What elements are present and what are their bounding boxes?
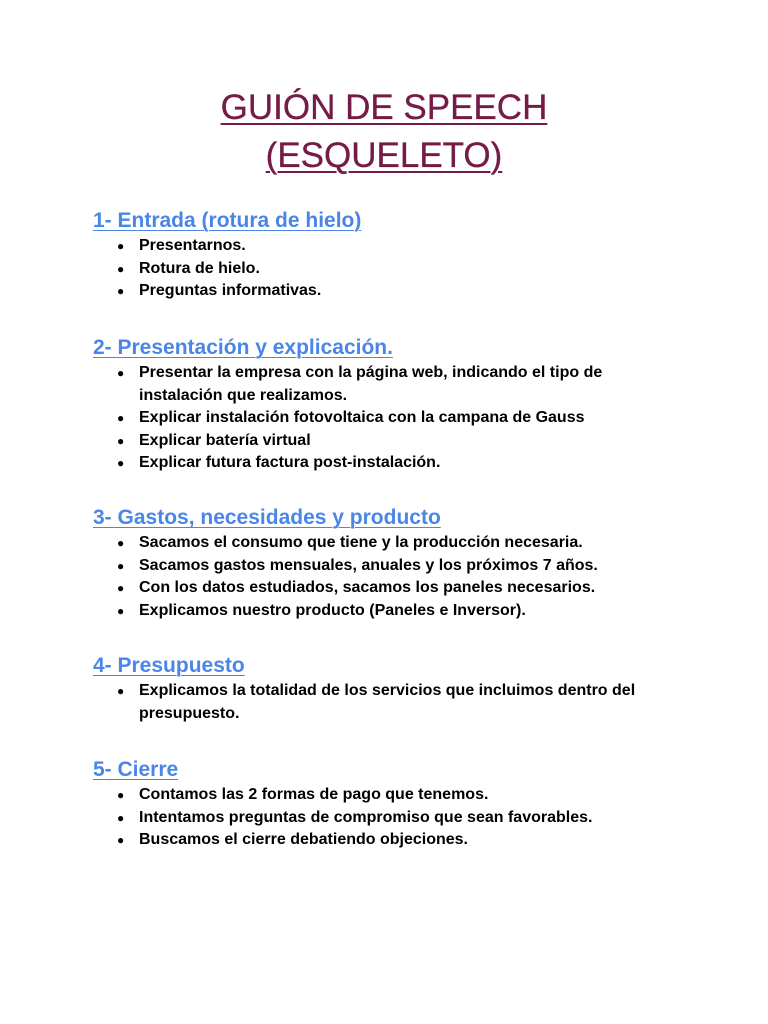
bullet-icon: ● <box>117 833 125 848</box>
list-item <box>93 532 679 555</box>
bullet-icon: ● <box>117 456 125 471</box>
list-item-text: Rotura de hielo. <box>139 259 260 277</box>
bullet-icon: ● <box>117 284 125 299</box>
bullet-icon: ● <box>117 558 125 573</box>
list-item <box>93 280 679 303</box>
bullet-icon: ● <box>117 239 125 253</box>
section-heading: 2- Presentación y explicación. <box>93 336 393 359</box>
bullet-icon: ● <box>117 433 125 448</box>
list-item <box>93 555 679 578</box>
list-item <box>93 362 679 407</box>
list-item <box>93 452 679 475</box>
list-item-text: Preguntas informativas. <box>139 282 322 300</box>
bullet-icon: ● <box>117 788 125 802</box>
list-item <box>93 577 679 600</box>
list-item <box>93 430 679 453</box>
bullet-icon: ● <box>117 366 125 380</box>
list-item-text: Explicar batería virtual <box>139 431 311 449</box>
list-item <box>93 784 679 807</box>
title-line-2: (ESQUELETO) <box>265 136 503 175</box>
list-item-text: Explicar futura factura post-instalación. <box>139 454 441 472</box>
list-item <box>93 235 679 258</box>
bullet-list <box>93 235 693 303</box>
list-item-text: Con los datos estudiados, sacamos los paneles necesarios. <box>139 579 596 597</box>
bullet-icon: ● <box>117 261 125 276</box>
list-item-text: Buscamos el cierre debatiendo objeciones. <box>139 831 468 849</box>
list-item-text: Explicamos la totalidad de los servicios que incluimos dentro del presupuesto. <box>139 682 636 722</box>
document-title <box>0 84 768 180</box>
section-gastos <box>93 504 693 622</box>
section-presentacion <box>93 334 693 475</box>
list-item-text: Explicamos nuestro producto (Paneles e Inversor). <box>139 601 526 619</box>
section-cierre <box>93 756 693 852</box>
bullet-icon: ● <box>117 581 125 596</box>
bullet-icon: ● <box>117 810 125 825</box>
list-item-text: Presentar la empresa con la página web, indicando el tipo de instalación que realizamos. <box>139 364 603 404</box>
section-heading: 3- Gastos, necesidades y producto <box>93 506 441 529</box>
list-item <box>93 680 679 725</box>
bullet-icon: ● <box>117 536 125 550</box>
section-heading: 1- Entrada (rotura de hielo) <box>93 209 362 232</box>
bullet-icon: ● <box>117 603 125 618</box>
section-heading: 4- Presupuesto <box>93 654 245 677</box>
list-item <box>93 407 679 430</box>
list-item-text: Sacamos el consumo que tiene y la producción necesaria. <box>139 534 583 551</box>
section-heading: 5- Cierre <box>93 758 179 781</box>
list-item-text: Explicar instalación fotovoltaica con la campana de Gauss <box>139 409 585 427</box>
bullet-list <box>93 680 693 725</box>
bullet-icon: ● <box>117 411 125 426</box>
list-item <box>93 807 679 830</box>
list-item <box>93 829 679 852</box>
bullet-icon: ● <box>117 684 125 698</box>
bullet-list <box>93 532 693 622</box>
bullet-list <box>93 362 693 475</box>
bullet-list <box>93 784 693 852</box>
list-item-text: Intentamos preguntas de compromiso que sean favorables. <box>139 808 593 826</box>
list-item-text: Contamos las 2 formas de pago que tenemos. <box>139 786 489 803</box>
list-item <box>93 600 679 623</box>
list-item <box>93 258 679 281</box>
section-presupuesto <box>93 652 693 725</box>
list-item-text: Sacamos gastos mensuales, anuales y los próximos 7 años. <box>139 556 598 574</box>
section-entrada <box>93 207 693 303</box>
title-line-1: GUIÓN DE SPEECH <box>220 88 548 127</box>
list-item-text: Presentarnos. <box>139 237 246 254</box>
